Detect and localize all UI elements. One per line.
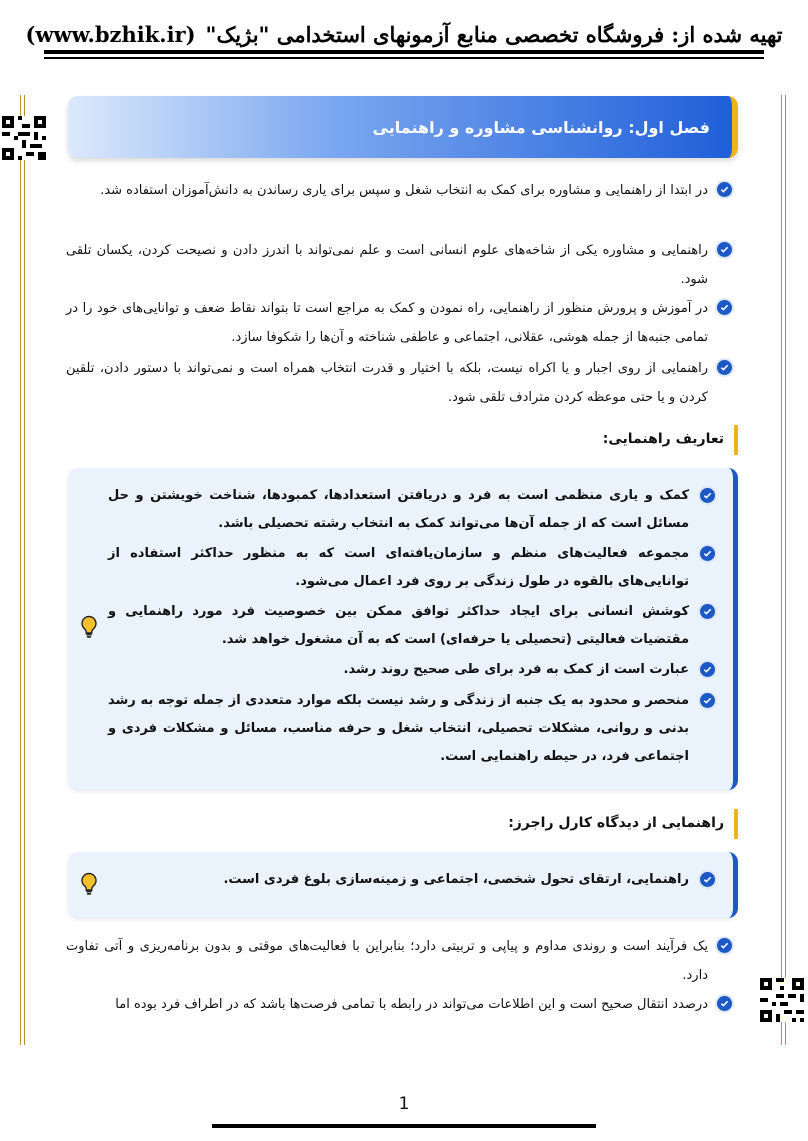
qr-code-icon — [760, 978, 804, 1022]
list-item: در ابتدا از راهنمایی و مشاوره برای کمک به انتخاب شغل و سپس برای یاری رساندن به دانش‌آموزان استفاده شد. — [66, 176, 732, 205]
check-circle-icon — [717, 938, 732, 953]
header-title: تهیه شده از: فروشگاه تخصصی منابع آزمونهای استخدامی "بژیک" — [205, 21, 783, 47]
list-item: راهنمایی از روی اجبار و یا اکراه نیست، بلکه با اختیار و قدرت انتخاب همراه است و نمی‌تواند با دستور دادن، تلقین کردن و یا حتی موعظه کردن مترادف تلقی شود. — [66, 354, 732, 412]
check-circle-icon — [717, 242, 732, 257]
check-circle-icon — [717, 996, 732, 1011]
rogers-box — [68, 852, 738, 918]
list-item: منحصر و محدود به یک جنبه از زندگی و رشد نیست بلکه موارد متعددی از جمله توجه به رشد بدنی و روانی، مشکلات تحصیلی، انتخاب شغل و حرفه مناسب، مسائل و مشکلات فردی و اجتماعی فرد، در حیطه راهنمایی است. — [108, 687, 715, 771]
list-item: کوشش انسانی برای ایجاد حداکثر توافق ممکن بین خصوصیت فرد مورد راهنمایی و مقتضیات فعالیتی (تحصیلی یا حرفه‌ای) است که به آن مشغول خواهد شد. — [108, 598, 715, 654]
list-item: راهنمایی و مشاوره یکی از شاخه‌های علوم انسانی است و علم نمی‌تواند با اندرز دادن و نصیحت کردن، یکسان تلقی شود. — [66, 236, 732, 294]
list-item: یک فرآیند است و روندی مداوم و پیاپی و تربیتی دارد؛ بنابراین با فعالیت‌های موقتی و بدون برنامه‌ریزی و آتی تفاوت دارد. — [66, 932, 732, 990]
left-border-rule — [20, 95, 25, 1045]
page-number: 1 — [398, 1094, 410, 1114]
header-website[interactable]: (www.bzhik.ir) — [25, 21, 196, 47]
check-circle-icon — [700, 662, 715, 677]
lightbulb-icon — [80, 615, 98, 639]
check-circle-icon — [700, 488, 715, 503]
header-rule-thick — [44, 50, 764, 54]
qr-code-icon — [2, 116, 46, 160]
list-item: در آموزش و پرورش منظور از راهنمایی، راه نمودن و کمک به مراجع است تا بتواند نقاط ضعف و توانایی‌های خود را در تمامی جنبه‌ها از جمله هوشی، عقلانی، اجتماعی و عاطفی شناخته و آن‌ها را شکوفا سازد. — [66, 294, 732, 352]
chapter-title: فصل اول: روانشناسی مشاوره و راهنمایی — [372, 117, 710, 137]
right-border-rule — [781, 95, 786, 1045]
page-header — [16, 14, 792, 54]
check-circle-icon — [700, 693, 715, 708]
header-rule-thin — [44, 57, 764, 59]
list-item: کمک و یاری منظمی است به فرد و دریافتن استعدادها، کمبودها، شناخت خویشتن و حل مسائل است که از جمله آن‌ها می‌تواند کمک به انتخاب رشته تحصیلی باشد. — [108, 482, 715, 538]
list-item: عبارت است از کمک به فرد برای طی صحیح روند رشد. — [108, 656, 715, 684]
list-item: درصدد انتقال صحیح است و این اطلاعات می‌تواند در رابطه با تمامی فرصت‌ها باشد که در اطراف فرد بوده اما — [66, 990, 732, 1019]
check-circle-icon — [717, 300, 732, 315]
check-circle-icon — [700, 546, 715, 561]
section-heading-definitions: تعاریف راهنمایی: — [603, 425, 738, 455]
check-circle-icon — [700, 604, 715, 619]
list-item: مجموعه فعالیت‌های منظم و سازمان‌یافته‌ای است که به منظور حداکثر استفاده از توانایی‌های بالقوه در طول زندگی بر روی فرد اعمال می‌شود. — [108, 540, 715, 596]
section-heading-rogers: راهنمایی از دیدگاه کارل راجرز: — [508, 809, 738, 839]
definitions-box — [68, 468, 738, 790]
lightbulb-icon — [80, 872, 98, 896]
chapter-banner — [68, 96, 738, 158]
check-circle-icon — [700, 872, 715, 887]
footer-rule — [212, 1124, 596, 1128]
list-item: راهنمایی، ارتقای تحول شخصی، اجتماعی و زمینه‌سازی بلوغ فردی است. — [108, 866, 715, 894]
check-circle-icon — [717, 360, 732, 375]
check-circle-icon — [717, 182, 732, 197]
